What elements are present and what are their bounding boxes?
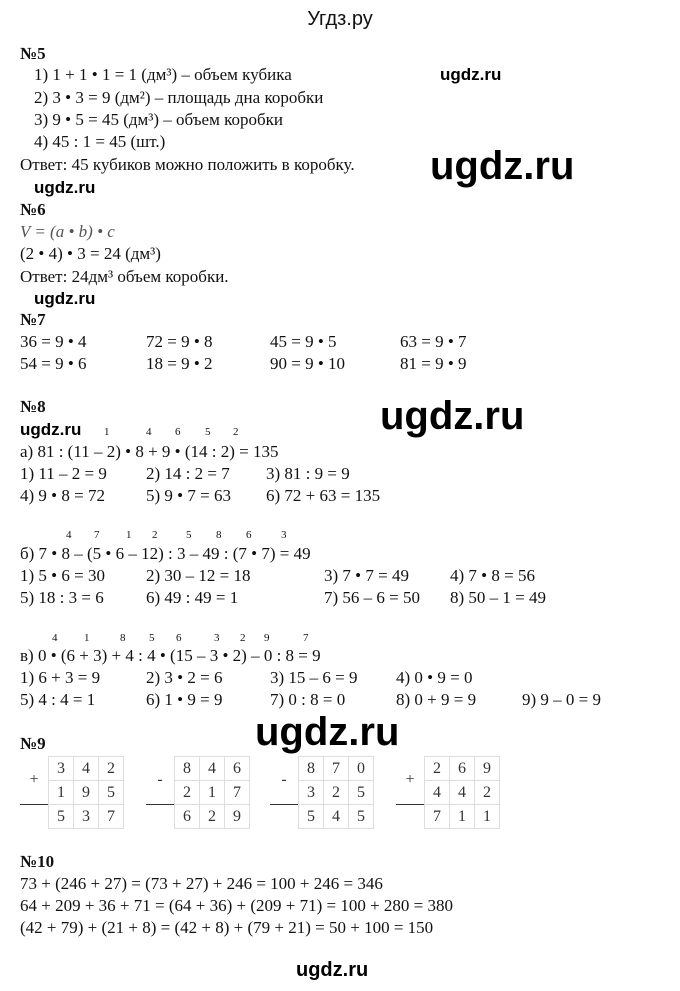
digit: 3 <box>49 757 74 781</box>
column-arithmetic <box>396 756 500 829</box>
step: 4) 9 • 8 = 72 <box>20 486 105 505</box>
step: 5) 18 : 3 = 6 <box>20 588 104 607</box>
digit: 4 <box>425 781 450 805</box>
step: 1) 5 • 6 = 30 <box>20 566 105 585</box>
order-number: 1 <box>84 632 90 644</box>
task-6-answer: Ответ: 24дм³ объем коробки. <box>20 267 229 286</box>
task-7-cell: 81 = 9 • 9 <box>400 354 467 373</box>
digit: 9 <box>225 805 250 829</box>
operator: - <box>157 771 163 789</box>
order-number: 6 <box>246 529 252 541</box>
order-number: 8 <box>120 632 126 644</box>
digit: 7 <box>99 805 124 829</box>
step: 4) 7 • 8 = 56 <box>450 566 535 585</box>
task-6-title: №6 <box>20 200 46 219</box>
digit: 1 <box>49 781 74 805</box>
digit: 2 <box>324 781 349 805</box>
order-number: 6 <box>176 632 182 644</box>
digit: 4 <box>324 805 349 829</box>
task-5-answer: Ответ: 45 кубиков можно положить в коробку. <box>20 155 355 174</box>
task-5-line: 3) 9 • 5 = 45 (дм³) – объем коробки <box>34 110 283 129</box>
order-number: 1 <box>104 426 110 438</box>
digit: 2 <box>475 781 500 805</box>
step: 1) 11 – 2 = 9 <box>20 464 107 483</box>
operator: + <box>405 771 415 789</box>
order-number: 4 <box>66 529 72 541</box>
order-number: 7 <box>303 632 309 644</box>
digit: 2 <box>425 757 450 781</box>
order-number: 4 <box>146 426 152 438</box>
task-7-cell: 90 = 9 • 10 <box>270 354 346 373</box>
digit: 9 <box>475 757 500 781</box>
task-8c-expression: в) 0 • (6 + 3) + 4 : 4 • (15 – 3 • 2) – 0 : 8 = 9 <box>20 646 321 665</box>
task-7-title: №7 <box>20 310 46 329</box>
digit: 6 <box>450 757 475 781</box>
order-number: 9 <box>264 632 270 644</box>
step: 6) 72 + 63 = 135 <box>266 486 381 505</box>
task-5-title: №5 <box>20 44 46 63</box>
digit: 4 <box>200 757 225 781</box>
digit: 6 <box>225 757 250 781</box>
order-number: 4 <box>52 632 58 644</box>
step: 2) 14 : 2 = 7 <box>146 464 230 483</box>
order-number: 2 <box>233 426 239 438</box>
digit: 1 <box>475 805 500 829</box>
order-number: 5 <box>186 529 192 541</box>
step: 1) 6 + 3 = 9 <box>20 668 101 687</box>
digit: 5 <box>49 805 74 829</box>
task-5-line: 1) 1 + 1 • 1 = 1 (дм³) – объем кубика <box>34 65 292 84</box>
column-arithmetic <box>20 756 124 829</box>
task-10-line: 73 + (246 + 27) = (73 + 27) + 246 = 100 + 246 = 346 <box>20 874 383 893</box>
step: 8) 0 + 9 = 9 <box>396 690 477 709</box>
task-8b-expression: б) 7 • 8 – (5 • 6 – 12) : 3 – 49 : (7 • 7) = 49 <box>20 544 311 563</box>
digit: 7 <box>425 805 450 829</box>
watermark: ugdz.ru <box>440 65 502 84</box>
step: 3) 81 : 9 = 9 <box>266 464 350 483</box>
order-number: 8 <box>216 529 222 541</box>
watermark: ugdz.ru <box>430 144 575 188</box>
step: 3) 7 • 7 = 49 <box>324 566 409 585</box>
step: 9) 9 – 0 = 9 <box>522 690 601 709</box>
digit: 2 <box>99 757 124 781</box>
task-7-cell: 45 = 9 • 5 <box>270 332 337 351</box>
digit: 5 <box>299 805 324 829</box>
step: 3) 15 – 6 = 9 <box>270 668 358 687</box>
digit: 1 <box>450 805 475 829</box>
column-arithmetic <box>146 756 250 829</box>
order-number: 1 <box>126 529 132 541</box>
digit: 5 <box>349 805 374 829</box>
digit: 0 <box>349 757 374 781</box>
digit: 7 <box>324 757 349 781</box>
column-arithmetic <box>270 756 374 829</box>
digit: 4 <box>74 757 99 781</box>
task-6-calc: (2 • 4) • 3 = 24 (дм³) <box>20 244 161 263</box>
digit: 8 <box>299 757 324 781</box>
digit: 5 <box>349 781 374 805</box>
operator: - <box>281 771 287 789</box>
step: 4) 0 • 9 = 0 <box>396 668 473 687</box>
task-7-cell: 72 = 9 • 8 <box>146 332 213 351</box>
order-number: 6 <box>175 426 181 438</box>
order-number: 3 <box>281 529 287 541</box>
watermark: ugdz.ru <box>296 959 369 981</box>
step: 8) 50 – 1 = 49 <box>450 588 546 607</box>
step: 2) 30 – 12 = 18 <box>146 566 251 585</box>
watermark: ugdz.ru <box>380 394 525 438</box>
task-7-cell: 18 = 9 • 2 <box>146 354 213 373</box>
operator: + <box>29 771 39 789</box>
task-8-title: №8 <box>20 397 46 416</box>
order-number: 7 <box>94 529 100 541</box>
task-10-title: №10 <box>20 852 55 871</box>
digit: 3 <box>299 781 324 805</box>
digit: 8 <box>175 757 200 781</box>
order-number: 3 <box>214 632 220 644</box>
order-number: 2 <box>152 529 158 541</box>
step: 7) 0 : 8 = 0 <box>270 690 346 709</box>
task-5-line: 4) 45 : 1 = 45 (шт.) <box>34 132 166 151</box>
task-7-cell: 54 = 9 • 6 <box>20 354 87 373</box>
digit: 3 <box>74 805 99 829</box>
task-9-title: №9 <box>20 734 46 753</box>
step: 7) 56 – 6 = 50 <box>324 588 420 607</box>
digit: 5 <box>99 781 124 805</box>
watermark: ugdz.ru <box>34 178 96 197</box>
task-8a-expression: а) 81 : (11 – 2) • 8 + 9 • (14 : 2) = 135 <box>20 442 279 461</box>
step: 5) 4 : 4 = 1 <box>20 690 96 709</box>
digit: 2 <box>175 781 200 805</box>
watermark: ugdz.ru <box>255 710 400 754</box>
task-5-line: 2) 3 • 3 = 9 (дм²) – площадь дна коробки <box>34 88 324 107</box>
step: 2) 3 • 2 = 6 <box>146 668 223 687</box>
task-10-line: 64 + 209 + 36 + 71 = (64 + 36) + (209 + 71) = 100 + 280 = 380 <box>20 896 454 915</box>
task-7-cell: 63 = 9 • 7 <box>400 332 467 351</box>
task-10-line: (42 + 79) + (21 + 8) = (42 + 8) + (79 + 21) = 50 + 100 = 150 <box>20 918 434 937</box>
digit: 9 <box>74 781 99 805</box>
task-6-formula: V = (a • b) • c <box>20 222 115 241</box>
step: 5) 9 • 7 = 63 <box>146 486 231 505</box>
digit: 6 <box>175 805 200 829</box>
task-7-cell: 36 = 9 • 4 <box>20 332 87 351</box>
step: 6) 49 : 49 = 1 <box>146 588 239 607</box>
digit: 1 <box>200 781 225 805</box>
order-number: 2 <box>240 632 246 644</box>
digit: 4 <box>450 781 475 805</box>
watermark: ugdz.ru <box>20 420 82 439</box>
step: 6) 1 • 9 = 9 <box>146 690 223 709</box>
watermark: ugdz.ru <box>34 289 96 308</box>
digit: 7 <box>225 781 250 805</box>
order-number: 5 <box>149 632 155 644</box>
digit: 2 <box>200 805 225 829</box>
order-number: 5 <box>205 426 211 438</box>
site-title: Угдз.ру <box>307 8 373 30</box>
